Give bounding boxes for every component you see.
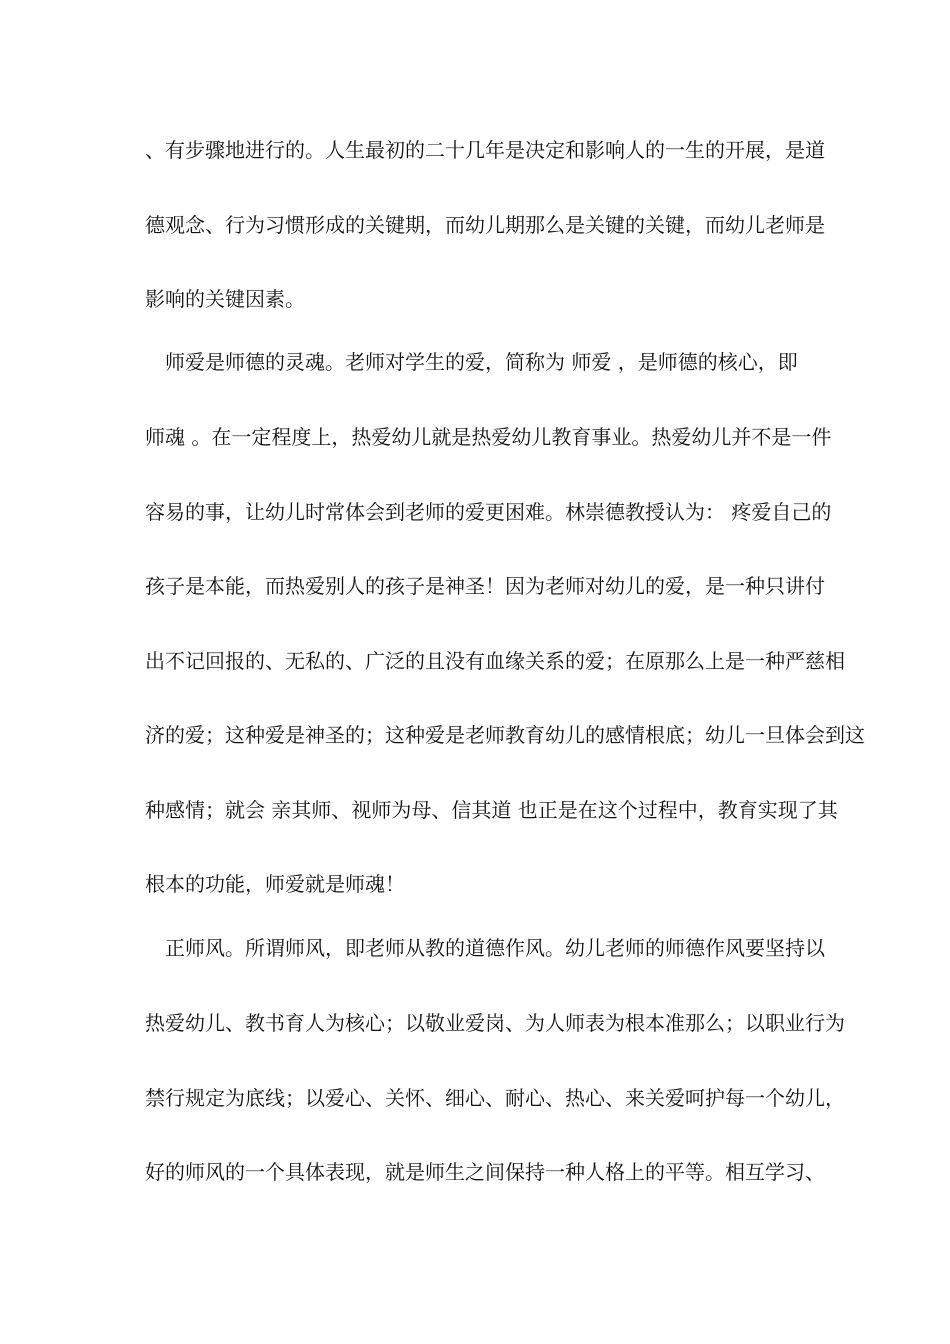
text-line: 师爱是师德的灵魂。老师对学生的爱，简称为 师爱 ，是师德的核心，即 — [145, 350, 798, 374]
text-line: 禁行规定为底线；以爱心、关怀、细心、耐心、热心、来关爱呵护每一个幼儿， — [145, 1086, 845, 1110]
text-line: 师魂 。在一定程度上，热爱幼儿就是热爱幼儿教育事业。热爱幼儿并不是一件 — [145, 425, 832, 449]
text-line: 济的爱；这种爱是神圣的；这种爱是老师教育幼儿的感情根底；幼儿一旦体会到这 — [145, 723, 865, 747]
text-line: 好的师风的一个具体表现，就是师生之间保持一种人格上的平等。相互学习、 — [145, 1160, 825, 1184]
text-line: 正师风。所谓师风，即老师从教的道德作风。幼儿老师的师德作风要坚持以 — [145, 936, 825, 960]
text-line: 影响的关键因素。 — [145, 287, 305, 311]
text-line: 热爱幼儿、教书育人为核心；以敬业爱岗、为人师表为根本准那么；以职业行为 — [145, 1011, 845, 1035]
text-line: 德观念、行为习惯形成的关键期，而幼儿期那么是关键的关键，而幼儿老师是 — [145, 213, 825, 237]
text-line: 根本的功能，师爱就是师魂！ — [145, 872, 405, 896]
text-line: 种感情；就会 亲其师、视师为母、信其道 也正是在这个过程中，教育实现了其 — [145, 798, 838, 822]
text-line: 孩子是本能，而热爱别人的孩子是神圣！因为老师对幼儿的爱，是一种只讲付 — [145, 574, 825, 598]
text-line: 、有步骤地进行的。人生最初的二十几年是决定和影响人的一生的开展，是道 — [145, 138, 825, 162]
text-line: 容易的事，让幼儿时常体会到老师的爱更困难。林崇德教授认为： 疼爱自己的 — [145, 500, 832, 524]
text-line: 出不记回报的、无私的、广泛的且没有血缘关系的爱；在原那么上是一种严慈相 — [145, 649, 845, 673]
